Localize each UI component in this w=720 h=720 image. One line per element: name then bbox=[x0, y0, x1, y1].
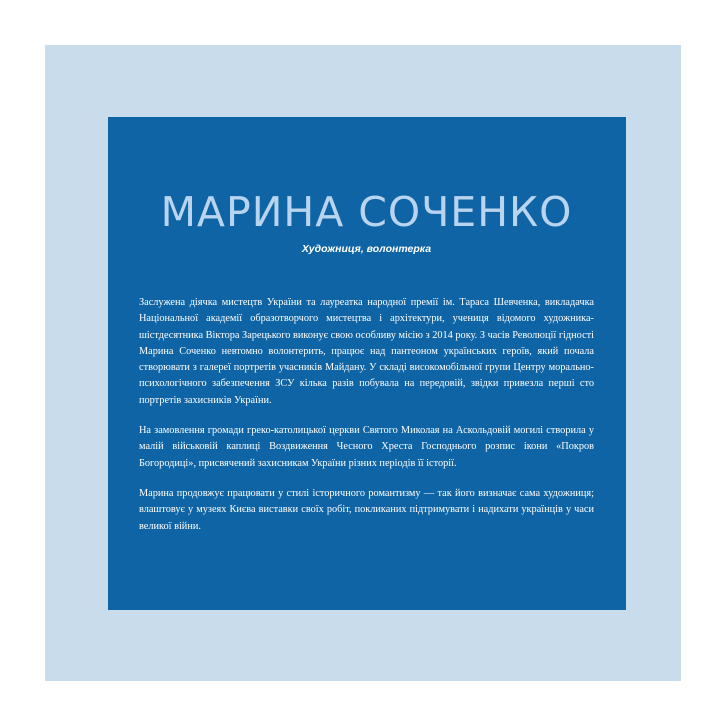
page-title: МАРИНА СОЧЕНКО bbox=[160, 188, 573, 236]
body-paragraph: Марина продовжує працювати у стилі історичного романтизму — так його визначає сама художниця; влаштовує у музеях Києва виставки своїх робіт, покликаних підтримувати і надихати українців у часи великої війни. bbox=[139, 487, 594, 532]
body-paragraph: На замовлення громади греко-католицької церкви Святого Миколая на Аскольдовій могилі створила у малій військовій каплиці Воздвиження Чесного Хреста Господнього розпис ікони «Покров Богородиці», присвячений захисникам України різних періодів її історії. bbox=[139, 425, 594, 469]
body-paragraph: Заслужена діячка мистецтв України та лауреатка народної премії ім. Тараса Шевченка, викладачка Національної академії образотворчого мистецтва і архітектури, учениця відомого художника-шістдесятника Віктора Зарецького виконує свою особливу місію з 2014 року. З часів Революції гідності Марина Соченко невтомно волонтерить, працює над пантеоном українських героїв, який почала створювати з галереї портретів учасників Майдану. У складі високомобільної групи Центру морально-психологічного забезпечення ЗСУ кілька разів побувала на передовій, звідки привезла перші сто портретів захисників України. bbox=[139, 297, 594, 406]
page-subtitle: Художниця, волонтерка bbox=[301, 243, 432, 255]
content-panel bbox=[108, 117, 626, 610]
body-text bbox=[139, 295, 594, 535]
